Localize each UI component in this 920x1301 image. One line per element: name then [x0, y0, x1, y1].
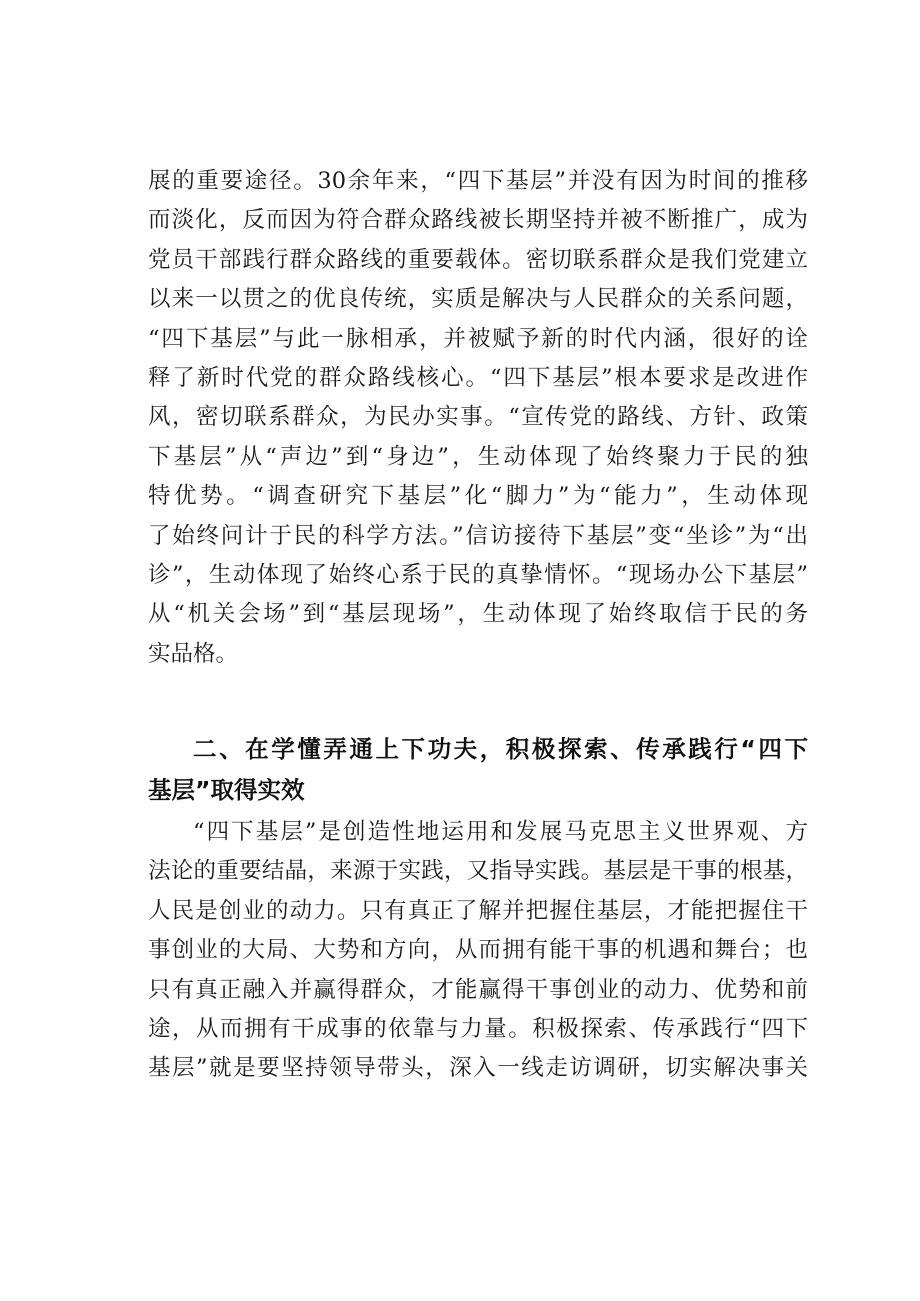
paragraph-line: 只有真正融入并赢得群众，才能赢得干事创业的动力、优势和前	[148, 976, 808, 1003]
paragraph-line: 从“机关会场”到“基层现场”，生动体现了始终取信于民的务	[148, 601, 808, 628]
paragraph-line: 基层”就是要坚持领导带头，深入一线走访调研，切实解决事关	[148, 1055, 808, 1082]
paragraph-line: 展的重要途径。30余年来，“四下基层”并没有因为时间的推移	[148, 168, 808, 194]
paragraph-line: 了始终问计于民的科学方法。”信访接待下基层”变“坐诊”为“出	[148, 522, 808, 549]
paragraph-line: “四下基层”是创造性地运用和发展马克思主义世界观、方	[193, 819, 808, 845]
paragraph-line: 人民是创业的动力。只有真正了解并把握住基层，才能把握住干	[148, 897, 808, 924]
paragraph-line: 风，密切联系群众，为民办实事。“宣传党的路线、方针、政策	[148, 404, 808, 431]
heading-line: 二、在学懂弄通上下功夫，积极探索、传承践行“四下	[193, 735, 808, 763]
paragraph-line: “四下基层”与此一脉相承，并被赋予新的时代内涵，很好的诠	[148, 325, 808, 352]
paragraph-line: 实品格。	[148, 640, 239, 667]
paragraph-line: 释了新时代党的群众路线核心。“四下基层”根本要求是改进作	[148, 364, 808, 391]
paragraph-line: 而淡化，反而因为符合群众路线被长期坚持并被不断推广，成为	[148, 207, 808, 234]
heading-line: 基层”取得实效	[148, 776, 305, 804]
body-paragraph-2	[148, 813, 808, 1089]
paragraph-line: 下基层”从“声边”到“身边”，生动体现了始终聚力于民的独	[148, 443, 808, 470]
paragraph-line: 党员干部践行群众路线的重要载体。密切联系群众是我们党建立	[148, 246, 808, 273]
paragraph-line: 以来一以贯之的优良传统，实质是解决与人民群众的关系问题，	[148, 286, 808, 313]
paragraph-line: 诊”，生动体现了始终心系于民的真挚情怀。“现场办公下基层”	[148, 561, 808, 588]
paragraph-line: 途，从而拥有干成事的依靠与力量。积极探索、传承践行“四下	[148, 1015, 808, 1042]
paragraph-line: 法论的重要结晶，来源于实践，又指导实践。基层是干事的根基，	[148, 858, 808, 885]
body-paragraph-1	[148, 162, 808, 674]
section-heading-2	[148, 729, 808, 811]
paragraph-line: 事创业的大局、大势和方向，从而拥有能干事的机遇和舞台；也	[148, 937, 808, 964]
paragraph-line: 特优势。“调查研究下基层”化“脚力”为“能力”，生动体现	[148, 483, 808, 510]
